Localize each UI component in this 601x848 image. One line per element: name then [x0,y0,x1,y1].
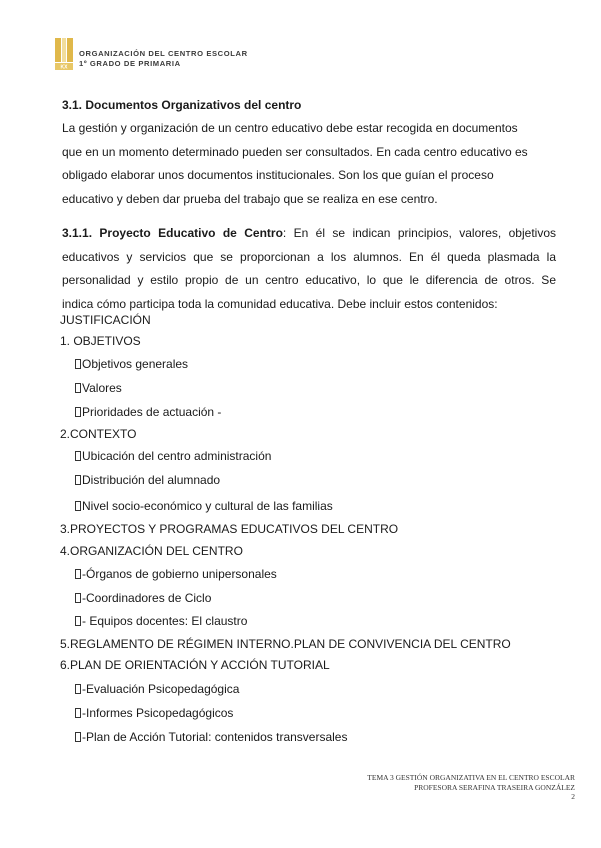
bullet-box-icon [75,359,81,369]
subsection-title: 3.1.1. Proyecto Educativo de Centro [62,226,283,240]
outline-organizacion-heading: 4.ORGANIZACIÓN DEL CENTRO [60,544,243,558]
header-title: ORGANIZACIÓN DEL CENTRO ESCOLAR [79,49,248,58]
paragraph-line: obligado elaborar unos documentos institucionales. Son los que guían el proceso [62,168,494,182]
outline-orientacion-heading: 6.PLAN DE ORIENTACIÓN Y ACCIÓN TUTORIAL [60,658,330,672]
subsection-paragraph [62,222,556,316]
outline-objetivos-heading: 1. OBJETIVOS [60,334,141,348]
subsection-text: : En él se indican principios, valores, objetivos [282,226,556,240]
bullet-box-icon [75,501,81,511]
bullet-box-icon [75,732,81,742]
list-item: -Plan de Acción Tutorial: contenidos transversales [75,730,347,744]
list-item: - Equipos docentes: El claustro [75,614,247,628]
paragraph-line [62,222,556,246]
paragraph-line: educativos y servicios que se proporcionan a los alumnos. En él queda plasmada la [62,249,556,264]
school-logo-icon [55,38,73,70]
header-subtitle: 1º GRADO DE PRIMARIA [79,58,181,68]
list-item: -Órganos de gobierno unipersonales [75,567,277,581]
list-item: Nivel socio-económico y cultural de las familias [75,499,333,513]
paragraph-line: educativo y deben dar prueba del trabajo que se realiza en ese centro. [62,191,438,206]
bullet-box-icon [75,383,81,393]
document-footer [367,773,575,802]
bullet-box-icon [75,684,81,694]
outline-proyectos: 3.PROYECTOS Y PROGRAMAS EDUCATIVOS DEL CENTRO [60,522,399,536]
bullet-box-icon [75,451,81,461]
svg-text:KX: KX [60,64,68,70]
outline-contexto-heading: 2.CONTEXTO [60,427,137,441]
list-item: -Coordinadores de Ciclo [75,591,211,605]
paragraph-line: personalidad y estilo propio de un centro educativo, lo que le diferencia de otros. Se [62,273,556,287]
list-item: Objetivos generales [75,357,188,371]
outline-justificacion: JUSTIFICACIÓN [60,313,151,327]
section-paragraph [62,117,532,211]
page-number: 2 [571,792,575,801]
bullet-box-icon [75,593,81,603]
list-item: -Evaluación Psicopedagógica [75,682,239,696]
list-item: Ubicación del centro administración [75,449,271,463]
bullet-box-icon [75,708,81,718]
bullet-box-icon [75,569,81,579]
list-item: -Informes Psicopedagógicos [75,706,233,720]
footer-author: PROFESORA SERAFINA TRASEIRA GONZÁLEZ [414,782,575,792]
paragraph-line: La gestión y organización de un centro educativo debe estar recogida en documentos [62,121,518,135]
list-item: Valores [75,381,122,395]
bullet-box-icon [75,616,81,626]
section-title: 3.1. Documentos Organizativos del centro [62,98,302,112]
paragraph-line: indica cómo participa toda la comunidad educativa. Debe incluir estos contenidos: [62,296,498,311]
outline-reglamento: 5.REGLAMENTO DE RÉGIMEN INTERNO.PLAN DE CONVIVENCIA DEL CENTRO [60,637,511,651]
list-item: Prioridades de actuación - [75,405,221,419]
bullet-box-icon [75,475,81,485]
bullet-box-icon [75,407,81,417]
list-item: Distribución del alumnado [75,473,220,487]
paragraph-line: que en un momento determinado pueden ser consultados. En cada centro educativo es [62,144,528,159]
footer-topic: TEMA 3 GESTIÓN ORGANIZATIVA EN EL CENTRO ESCOLAR [367,773,575,782]
